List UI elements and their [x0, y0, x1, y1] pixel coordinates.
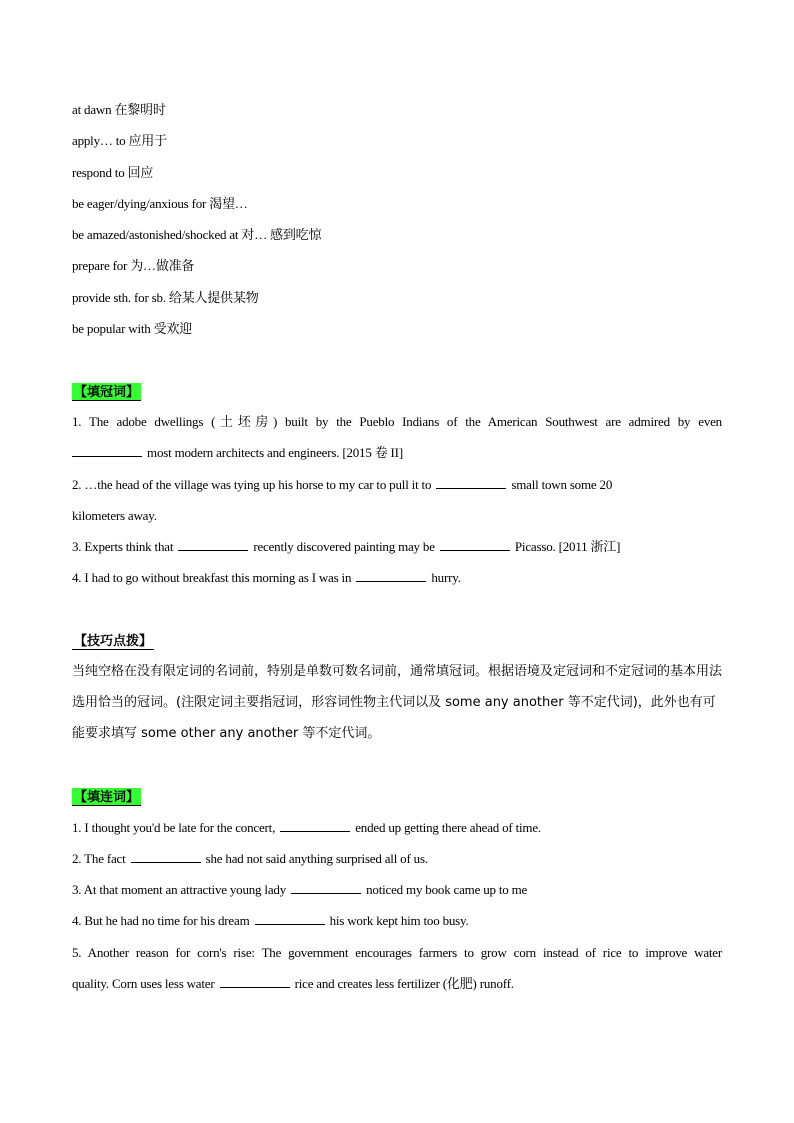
- question-3: [72, 538, 620, 556]
- answer-blank[interactable]: [436, 476, 506, 489]
- phrase-item: be amazed/astonished/shocked at 对… 感到吃惊: [72, 227, 322, 242]
- question-text: hurry.: [428, 570, 461, 585]
- phrase-item: be eager/dying/anxious for 渴望…: [72, 196, 248, 211]
- question-text: she had not said anything surprised all of us.: [202, 851, 428, 866]
- question-text: 4. I had to go without breakfast this morning as I was in: [72, 570, 352, 585]
- section-tag-tips: 【技巧点拨】: [74, 633, 153, 648]
- answer-blank[interactable]: [72, 444, 142, 457]
- question-text: Picasso. [2011 浙江]: [511, 539, 621, 554]
- question-2-line-2: kilometers away.: [72, 508, 157, 523]
- question-text: 3. Experts think that: [72, 539, 174, 554]
- answer-blank[interactable]: [178, 538, 248, 551]
- answer-blank[interactable]: [255, 912, 325, 925]
- answer-blank[interactable]: [356, 569, 426, 582]
- question-text: 3. At that moment an attractive young lady: [72, 882, 286, 897]
- question-2: [72, 850, 428, 868]
- answer-blank[interactable]: [291, 881, 361, 894]
- phrase-item: prepare for 为…做准备: [72, 258, 195, 273]
- tips-paragraph: 当纯空格在没有限定词的名词前，特别是单数可数名词前，通常填冠词。根据语境及定冠词和不定冠词的基本用法选用恰当的冠词。(注限定词主要指冠词，形容词性物主代词以及 some any another 等不定代词)，此外也有可能要求填写 some other any another 等不定代词。: [72, 664, 723, 741]
- question-text: most modern architects and engineers. [2015 卷 II]: [144, 445, 403, 460]
- phrase-item: apply… to 应用于: [72, 133, 167, 148]
- answer-blank[interactable]: [440, 538, 510, 551]
- answer-blank[interactable]: [280, 819, 350, 832]
- question-text: 2. …the head of the village was tying up his horse to my car to pull it to: [72, 477, 432, 492]
- question-5-line-2: [72, 975, 514, 993]
- phrase-item: respond to 回应: [72, 165, 154, 180]
- question-1-line-1: 1. The adobe dwellings (土坯房) built by the Pueblo Indians of the American Southwest are admired by even: [72, 414, 722, 429]
- question-text: 4. But he had no time for his dream: [72, 913, 250, 928]
- question-4: [72, 912, 469, 930]
- question-3: [72, 881, 527, 899]
- question-text: 2. The fact: [72, 851, 126, 866]
- question-text: noticed my book came up to me: [363, 882, 528, 897]
- question-text: recently discovered painting may be: [250, 539, 435, 554]
- section-tag-articles: 【填冠词】: [74, 384, 140, 399]
- question-text: ended up getting there ahead of time.: [352, 820, 541, 835]
- answer-blank[interactable]: [220, 975, 290, 988]
- section-tag-conjunctions: 【填连词】: [74, 789, 140, 804]
- question-text: rice and creates less fertilizer (化肥) runoff.: [291, 976, 514, 991]
- question-1-line-2: [72, 444, 403, 462]
- question-text: his work kept him too busy.: [326, 913, 469, 928]
- question-text: 1. I thought you'd be late for the concert,: [72, 820, 276, 835]
- phrase-item: provide sth. for sb. 给某人提供某物: [72, 290, 259, 305]
- phrase-item: be popular with 受欢迎: [72, 321, 193, 336]
- question-4: [72, 569, 461, 587]
- question-text: quality. Corn uses less water: [72, 976, 215, 991]
- answer-blank[interactable]: [131, 850, 201, 863]
- question-5-line-1: 5. Another reason for corn's rise: The government encourages farmers to grow corn instead of rice to improve water: [72, 945, 722, 960]
- question-2-line-1: [72, 476, 722, 494]
- phrase-item: at dawn 在黎明时: [72, 102, 166, 117]
- question-1: [72, 819, 541, 837]
- question-text: small town some 20: [508, 477, 613, 492]
